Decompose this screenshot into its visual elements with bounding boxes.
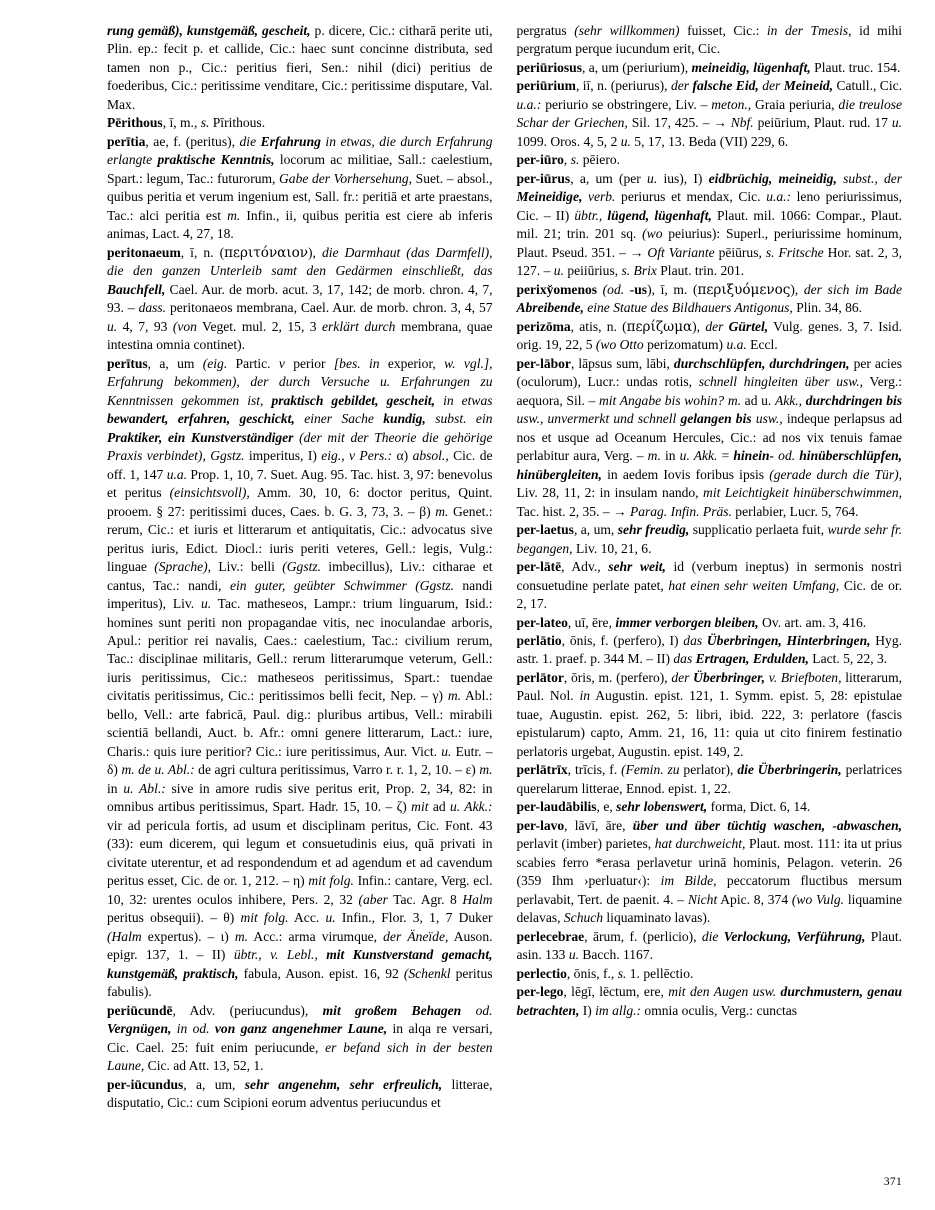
dictionary-entry-per-labor: per-lābor, lāpsus sum, lābi, durchschlüpfen, durchdringen, per acies (oculorum), Lucr.: undas rotis, schnell hingleiten über usw., Verg.: aequora, Sil. – mit Angabe bis wohin? m. ad u. Akk., durchdringen bis usw., unvermerkt und schnell gelangen bis usw., indeque perlapsus ad nos et usque ad Oceanum Hercules, Cic.: ad nos vix tenuis famae perlabitur aura, Verg. – m. in u. Akk. = hinein- od. hinüberschlüpfen, hinübergleiten, in aedem Iovis foribus ipsis (gerade durch die Tür), Liv. 28, 11, 2: in insulam nando, mit Leichtigkeit hinüberschwimmen, Tac. hist. 2, 35. – → Parag. Infin. Präs. perlabier, Lucr. 5, 764. — [516, 355, 903, 519]
dictionary-entry-perlatio: perlātio, ōnis, f. (perfero), I) das Überbringen, Hinterbringen, Hyg. astr. 1. praef. p. 344 M. – II) das Ertragen, Erdulden, Lact. 5, 22, 3. — [516, 632, 902, 667]
dictionary-entry-perlectio: perlectio, ōnis, f., s. 1. pellēctio. — [516, 965, 694, 981]
right-text-column — [517, 22, 903, 1113]
dictionary-entry-per-lateo: per-lateo, uī, ēre, immer verborgen bleiben, Ov. art. am. 3, 416. — [516, 614, 867, 630]
dictionary-entry-periurium: periūrium, iī, n. (periurus), der falsche Eid, der Meineid, Catull., Cic. u.a.: periurio se obstringere, Liv. – meton., Graia periuria, die treulose Schar der Griechen, Sil. 17, 425. – → Nbf. peiūrium, Plaut. rud. 17 u. 1099. Oros. 4, 5, 2 u. 5, 17, 13. Beda (VII) 229, 6. — [516, 78, 902, 149]
dictionary-entry-perlecebrae: perlecebrae, ārum, f. (perlicio), die Verlockung, Verführung, Plaut. asin. 133 u. Bacch. 1167. — [516, 928, 903, 963]
dictionary-entry-perithous: Pērithous, ī, m., s. Pīrithous. — [107, 115, 266, 131]
dictionary-entry-perlatrix: perlātrīx, trīcis, f. (Femin. zu perlator), die Überbringerin, perlatrices querelarum litterae, Ennod. epist. 1, 22. — [516, 762, 902, 796]
dictionary-entry-periucunde: periūcundē, Adv. (periucundus), mit großem Behagen od. Vergnügen, in od. von ganz angenehmer Laune, in alqa re versari, Cic. Cael. 25: fuit enim periucunde, er befand sich in der besten Laune, Cic. ad Att. 13, 52, 1. — [107, 1002, 493, 1074]
dictionary-entry-periuriosus: periūriosus, a, um (periurium), meineidig, lügenhaft, Plaut. truc. 154. — [516, 59, 901, 75]
dictionary-entry-per-iurus: per-iūrus, a, um (per u. ius), I) eidbrüchig, meineidig, subst., der Meineidige, verb. periurus et mendax, Cic. u.a.: leno periurissimus, Cic. – II) übtr., lügend, lügenhaft, Plaut. mil. 1066: Compar., Plaut. mil. 21; trin. 201 sq. (wo peiurius): Superl., periurissime hominum, Plaut. Pseud. 351. – → Oft Variante pēiūrus, s. Fritsche Hor. sat. 2, 3, 127. – u. peiiūrius, s. Brix Plaut. trin. 201. — [516, 170, 903, 279]
dictionary-entry-perixyomenos: perixy̆omenos (od. -us), ī, m. (περιξυόμενος), der sich im Bade Abreibende, eine Statue des Bildhauers Antigonus, Plin. 34, 86. — [516, 281, 903, 316]
dictionary-entry-peritus: perītus, a, um (eig. Partic. v perior [bes. in experior, w. vgl.], Erfahrung bekommen), der durch Versuche u. Erfahrungen zu Kenntnissen gekommen ist, praktisch gebildet, gescheit, in etwas bewandert, erfahren, geschickt, einer Sache kundig, subst. ein Praktiker, ein Kunstverständiger (der mit der Theorie die gehörige Praxis verbindet), Ggstz. imperitus, I) eig., v Pers.: α) absol., Cic. de off. 1, 147 u.a. Prop. 1, 10, 7. Suet. Aug. 95. Tac. hist. 3, 97: benevolus et peritus (einsichtsvoll), Amm. 30, 10, 6: doctor peritus, Quint. prooem. § 27: peritissimi duces, Caes. b. G. 3, 73, 3. – β) m. Genet.: rerum, Cic.: et iuris et litterarum et antiquitatis, Cic.: advocatus sive peritus iuris, Edict. Diocl.: iuris periti veteres, Gell.: legis, Vulg.: linguae (Sprache), Liv.: belli (Ggstz. imbecillus), Liv.: citharae et cantus, Tac.: nandi, ein guter, geübter Schwimmer (Ggstz. nandi imperitus), Liv. u. Tac. matheseos, Lampr.: trium linguarum, Isid.: homines sunt periti non propagandae vitis, nec inoculandae arboris, Apul.: peritior rei navalis, Caes.: caelestium, Tac.: civilium rerum, Tac.: disciplinae militaris, Gell.: rerum litterarumque veterum, Gell.: iuris peritissimus, Cic.: matheseos peritissimus, Spart.: tuendae civitatis peritissimus, Cic.: peritissimos belli fecit, Nep. – γ) m. Abl.: bello, Vell.: arte fabricā, Paul. dig.: pluribus artibus, Vell.: mirabili scientiā bellandi, Auct. b. Afr.: omni genere litterarum, Lact.: iure, Charis.: quis iure peritior? Cic.: iure peritissimus, Aur. Vict. u. Eutr. – δ) m. de u. Abl.: de agri cultura peritissimus, Varro r. r. 1, 2, 10. – ε) m. in u. Abl.: sive in amore rudis sive peritus erit, Prop. 2, 34, 82: in omnibus artibus peritissimus, Spart. Hadr. 15, 10. – ζ) mit ad u. Akk.: vir ad pericula fortis, ad usum et disciplinam peritus, Cic. Font. 43 (33): eum dicerem, qui legum et consuetudinis eius, quā privati in civitate uterentur, et ad respondendum et ad agendum et ad cavendum peritus esset, Cic. de or. 1, 212. – η) mit folg. Infin.: cantare, Verg. ecl. 10, 32: urentes oculos inhibere, Pers. 2, 32 (aber Tac. Agr. 8 Halm peritus obsequii). – θ) mit folg. Acc. u. Infin., Flor. 3, 1, 7 Duker (Halm expertus). – ι) m. Acc.: arma virumque, der Äneïde, Auson. epigr. 137, 1. – II) übtr., v. Lebl., mit Kunstverstand gemacht, kunstgemäß, praktisch, fabula, Auson. epist. 16, 92 (Schenkl peritus fabulis). — [107, 355, 493, 1000]
left-text-column — [107, 22, 493, 1113]
dictionary-entry-per-iuro: per-iūro, s. pēiero. — [516, 152, 620, 168]
dictionary-entry-per-laudabilis: per-laudābilis, e, sehr lobenswert, forma, Dict. 6, 14. — [516, 799, 811, 815]
dictionary-entry-per-lego: per-lego, lēgī, lēctum, ere, mit den Augen usw. durchmustern, genau betrachten, I) im allg.: omnia oculis, Verg.: cunctas — [516, 984, 903, 1018]
dictionary-entry-per-late: per-lātē, Adv., sehr weit, id (verbum ineptus) in sermonis nostri consuetudine perlate patet, hat einen sehr weiten Umfang, Cic. de or. 2, 17. — [516, 559, 902, 612]
dictionary-entry-per-iucundus: per-iūcundus, a, um, sehr angenehm, sehr erfreulich, litterae, disputatio, Cic.: cum Scipioni eorum adventus periucundus et — [107, 1076, 493, 1111]
page-number: 371 — [883, 1176, 902, 1188]
entry-continuation-per-iucundus-continuation: pergratus (sehr willkommen) fuisset, Cic.: in der Tmesis, id mihi pergratum perque iucundum erit, Cic. — [516, 23, 902, 57]
dictionary-entry-per-lavo: per-lavo, lāvī, āre, über und über tüchtig waschen, -abwaschen, perlavit (imber) parietes, hat durchweicht, Plaut. most. 111: ita ut prius scabies ferro *erasa perlavetur urinā hominis, Pelagon. veterin. 26 (359 Ihm ›perluatur‹): im Bilde, peccatorum fluctibus mersum perlavabit, Tert. de paenit. 4. – Nicht Apic. 8, 374 (wo Vulg. liquamine delavas, Schuch liquaminato lavas). — [516, 817, 902, 926]
two-column-body — [107, 22, 902, 1113]
dictionary-entry-per-laetus: per-laetus, a, um, sehr freudig, supplicatio perlaeta fuit, wurde sehr fr. begangen, Liv. 10, 21, 6. — [516, 522, 902, 556]
dictionary-entry-peritia: perītia, ae, f. (peritus), die Erfahrung in etwas, die durch Erfahrung erlangte praktische Kenntnis, locorum ac militiae, Sall.: caelestium, Spart.: legum, Tac.: futurorum, Gabe der Vorhersehung, Suet. – absol., quibus peritia et verum ingenium est, Sall. fr.: peritiā et arte praestans, Tac.: alci peritia est m. Infin., ii, quibus peritia est ciere ab inferis animas, Lact. 4, 27, 18. — [107, 133, 493, 242]
dictionary-entry-perizoma: perizōma, atis, n. (περίζωμα), der Gürtel, Vulg. genes. 3, 7. Isid. orig. 19, 22, 5 (wo Otto perizomatum) u.a. Eccl. — [516, 318, 902, 353]
dictionary-entry-peritonaeum: peritonaeum, ī, n. (περιτόναιον), die Darmhaut (das Darmfell), die den ganzen Unterleib samt den Gedärmen einschließt, das Bauchfell, Cael. Aur. de morb. acut. 3, 17, 142; de morb. chron. 4, 7, 93. – dass. peritonaeos membrana, Cael. Aur. de morb. chron. 3, 4, 57 u. 4, 7, 93 (von Veget. mul. 2, 15, 3 erklärt durch membrana, quae intestina omnia continet). — [107, 244, 493, 353]
entry-continuation-peritus-continuation: rung gemäß), kunstgemäß, gescheit, p. dicere, Cic.: citharā perite uti, Plin. ep.: fecit p. et callide, Cic.: haec sunt concinne distributa, sed tamen non p., Cic.: peritius fieri, Sen.: nihil (dici) peritius de foederibus, Cic.: peritissime venditare, Cic.: peritissime disputare, Val. Max. — [107, 23, 493, 112]
dictionary-entry-perlator: perlātor, ōris, m. (perfero), der Überbringer, v. Briefboten, litterarum, Paul. Nol. in Augustin. epist. 121, 1. Symm. epist. 5, 28: epistulae tuae, Augustin. epist. 262, 5: libri, ibid. 222, 3: perlatore (fascis epistularum) capto, Amm. 21, 16, 11: quia ut cito finirem festinatio perlatoris urgebat, Augustin. epist. 149, 2. — [516, 669, 902, 759]
